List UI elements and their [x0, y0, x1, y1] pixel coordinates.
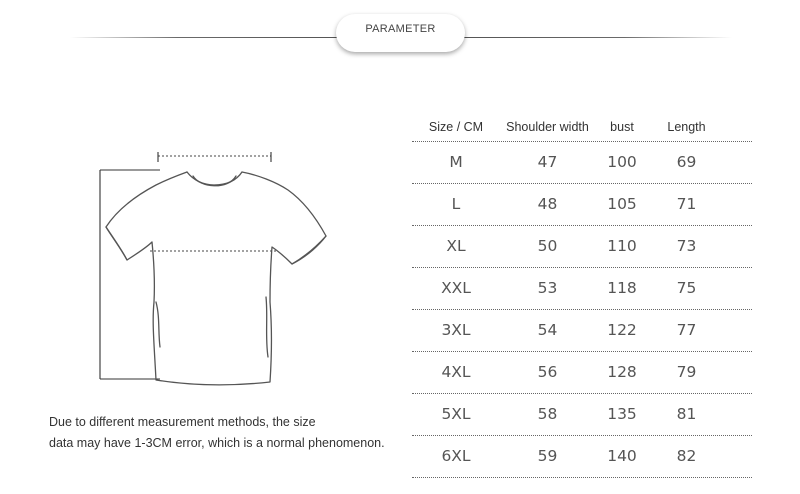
cell-length: 71 [676, 195, 697, 213]
table-row [412, 268, 752, 308]
cell-bust: 135 [607, 405, 637, 423]
parameter-label: PARAMETER [365, 23, 436, 35]
column-header-size: Size / CM [428, 120, 484, 134]
cell-size: L [451, 195, 461, 213]
table-row [412, 310, 752, 350]
cell-size: 4XL [441, 363, 471, 381]
size-table-header [412, 114, 752, 140]
cell-length: 77 [676, 321, 697, 339]
table-row [412, 184, 752, 224]
cell-length: 69 [676, 153, 697, 171]
cell-bust: 100 [607, 153, 637, 171]
cell-size: XXL [441, 279, 471, 297]
parameter-tab [336, 14, 465, 52]
cell-bust: 140 [607, 447, 637, 465]
cell-size: M [449, 153, 463, 171]
cell-length: 75 [676, 279, 697, 297]
cell-bust: 122 [607, 321, 637, 339]
cell-shoulder-width: 53 [537, 279, 558, 297]
cell-size: 5XL [441, 405, 471, 423]
cell-bust: 128 [607, 363, 637, 381]
cell-bust: 118 [607, 279, 637, 297]
size-table [412, 114, 752, 478]
cell-length: 82 [676, 447, 697, 465]
header-rule-right [462, 37, 732, 38]
cell-bust: 110 [607, 237, 637, 255]
measurement-note-line-2: data may have 1-3CM error, which is a normal phenomenon. [49, 436, 385, 450]
cell-size: 6XL [441, 447, 471, 465]
column-header-length: Length [667, 120, 706, 134]
cell-shoulder-width: 56 [537, 363, 558, 381]
table-row [412, 142, 752, 182]
t-shirt-measurement-icon [94, 152, 334, 388]
column-header-shoulder-width: Shoulder width [506, 120, 589, 134]
row-divider [412, 476, 752, 478]
header-rule-left [70, 37, 338, 38]
column-header-bust: bust [610, 120, 634, 134]
measurement-note-line-1: Due to different measurement methods, the size [49, 415, 316, 429]
cell-shoulder-width: 58 [537, 405, 558, 423]
cell-shoulder-width: 54 [537, 321, 558, 339]
cell-size: 3XL [441, 321, 471, 339]
table-row [412, 352, 752, 392]
table-row [412, 394, 752, 434]
cell-shoulder-width: 48 [537, 195, 558, 213]
cell-length: 81 [676, 405, 697, 423]
cell-size: XL [446, 237, 466, 255]
cell-length: 79 [676, 363, 697, 381]
cell-shoulder-width: 47 [537, 153, 558, 171]
cell-shoulder-width: 59 [537, 447, 558, 465]
cell-bust: 105 [607, 195, 637, 213]
table-row [412, 226, 752, 266]
cell-shoulder-width: 50 [537, 237, 558, 255]
cell-length: 73 [676, 237, 697, 255]
table-row [412, 436, 752, 476]
